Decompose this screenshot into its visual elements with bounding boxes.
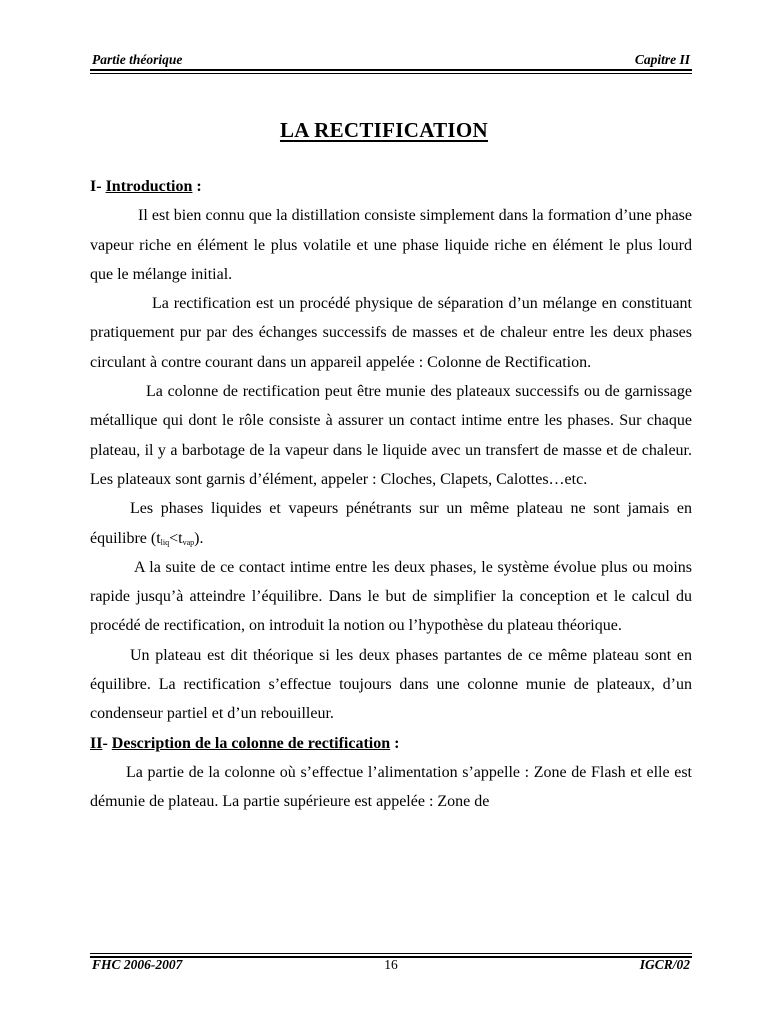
section-dash: - <box>102 734 112 752</box>
paragraph-4 <box>90 494 692 553</box>
section-label: Introduction <box>105 178 193 195</box>
section-colon: : <box>192 178 202 195</box>
section-colon: : <box>390 734 400 752</box>
paragraph-6: Un plateau est dit théorique si les deux phases partantes de ce même plateau sont en équilibre. La rectification s’effectue toujours dans une colonne munie de plateaux, d’un condenseur partiel et d’un rebouilleur. <box>90 646 692 723</box>
page-header <box>90 50 692 70</box>
section-label: Description de la colonne de rectification <box>111 734 391 752</box>
paragraph-7: La partie de la colonne où s’effectue l’alimentation s’appelle : Zone de Flash et elle est démunie de plateau. La partie supérieure est appelée : Zone de <box>90 763 692 811</box>
paragraph-3: La colonne de rectification peut être munie des plateaux successifs ou de garnissage métallique qui dont le rôle consiste à assurer un contact intime entre les phases. Sur chaque plateau, il y a barbotage de la vapeur dans le liquide avec un transfert de masse et de chaleur. Les plateaux sont garnis d’élément, appeler : Cloches, Clapets, Calottes…etc. <box>90 383 692 488</box>
paragraph-4-end: ). <box>194 529 204 547</box>
paragraph-4-operator: <t <box>169 529 183 547</box>
header-rule <box>90 69 692 74</box>
paragraph-2: La rectification est un procédé physique de séparation d’un mélange en constituant pratiquement pur par des échanges successifs de masses et de chaleur entre les deux phases circulant à contre courant dans un appareil appelée : Colonne de Rectification. <box>90 295 692 371</box>
paragraph-4-text: Les phases liquides et vapeurs pénétrants sur un même plateau ne sont jamais en équilibre (t <box>90 500 692 547</box>
paragraph-1: Il est bien connu que la distillation consiste simplement dans la formation d’une phase vapeur riche en élément le plus volatile et une phase liquide riche en élément le plus lourd que le mélange initial. <box>90 207 692 283</box>
page-footer <box>90 957 692 977</box>
document-body <box>90 172 692 817</box>
section-number: I- <box>90 178 106 195</box>
header-section-label: Partie théorique <box>92 52 183 67</box>
section-heading-description <box>90 729 692 758</box>
section-heading-introduction <box>90 172 692 201</box>
header-chapter-label: Capitre II <box>634 52 690 67</box>
page-title: LA RECTIFICATION <box>279 118 489 142</box>
page-number: 16 <box>384 957 398 972</box>
footer-code-label: IGCR/02 <box>639 957 690 972</box>
subscript-liq: liq <box>160 537 170 547</box>
paragraph-5: A la suite de ce contact intime entre les deux phases, le système évolue plus ou moins rapide jusqu’à atteindre l’équilibre. Dans le but de simplifier la conception et le calcul du procédé de rectification, on introduit la notion ou l’hypothèse du plateau théorique. <box>90 558 692 635</box>
section-number: II <box>90 734 103 752</box>
subscript-vap: vap <box>182 537 195 547</box>
footer-year-label: FHC 2006-2007 <box>92 957 183 972</box>
